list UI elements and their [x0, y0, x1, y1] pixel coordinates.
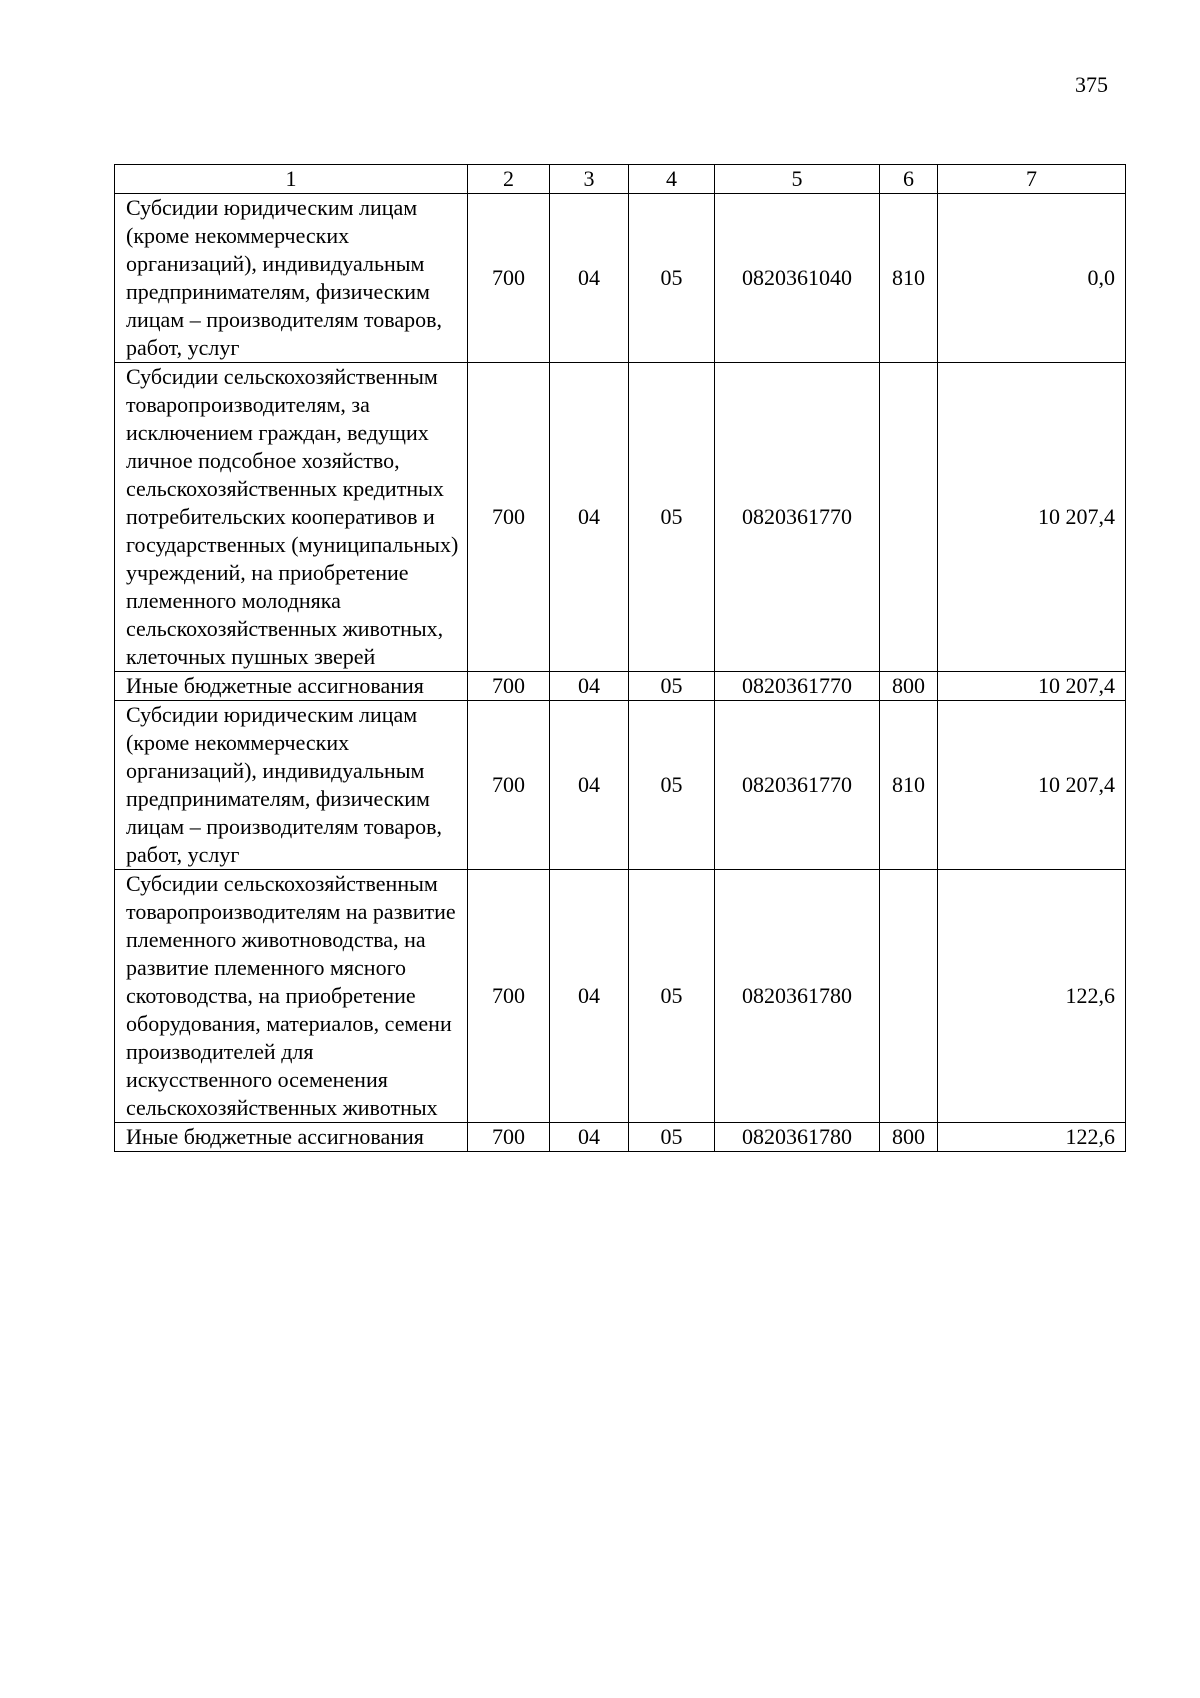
row-col-6	[880, 363, 938, 672]
row-col-3: 04	[550, 194, 629, 363]
table-row	[115, 363, 1126, 672]
row-col-6: 800	[880, 1123, 938, 1152]
row-col-4: 05	[629, 1123, 715, 1152]
row-col-5: 0820361770	[715, 672, 880, 701]
row-col-5: 0820361770	[715, 363, 880, 672]
row-col-6: 810	[880, 701, 938, 870]
row-name: Субсидии юридическим лицам (кроме некоммерческих организаций), индивидуальным предпринимателям, физическим лицам – производителям товаров, работ, услуг	[115, 194, 468, 363]
row-col-7: 10 207,4	[938, 363, 1126, 672]
row-col-3: 04	[550, 701, 629, 870]
row-col-5: 0820361780	[715, 870, 880, 1123]
row-col-6	[880, 870, 938, 1123]
row-name: Иные бюджетные ассигнования	[115, 672, 468, 701]
row-col-2: 700	[468, 672, 550, 701]
row-col-3: 04	[550, 363, 629, 672]
header-row	[115, 165, 1126, 194]
row-col-4: 05	[629, 363, 715, 672]
row-col-5: 0820361770	[715, 701, 880, 870]
row-col-7: 122,6	[938, 870, 1126, 1123]
row-col-4: 05	[629, 194, 715, 363]
row-col-3: 04	[550, 1123, 629, 1152]
row-name: Субсидии юридическим лицам (кроме некоммерческих организаций), индивидуальным предпринимателям, физическим лицам – производителям товаров, работ, услуг	[115, 701, 468, 870]
row-col-5: 0820361780	[715, 1123, 880, 1152]
column-header-2: 2	[468, 165, 550, 194]
table-row	[115, 870, 1126, 1123]
column-header-1: 1	[115, 165, 468, 194]
table-row	[115, 672, 1126, 701]
row-col-4: 05	[629, 870, 715, 1123]
column-header-7: 7	[938, 165, 1126, 194]
row-col-4: 05	[629, 701, 715, 870]
row-col-2: 700	[468, 1123, 550, 1152]
row-col-7: 0,0	[938, 194, 1126, 363]
row-col-7: 122,6	[938, 1123, 1126, 1152]
row-name: Субсидии сельскохозяйственным товаропроизводителям на развитие племенного животноводства, на развитие племенного мясного скотоводства, на приобретение оборудования, материалов, семени производителей для искусственного осеменения сельскохозяйственных животных	[115, 870, 468, 1123]
table-row	[115, 1123, 1126, 1152]
row-col-7: 10 207,4	[938, 701, 1126, 870]
row-name: Субсидии сельскохозяйственным товаропроизводителям, за исключением граждан, ведущих личное подсобное хозяйство, сельскохозяйственных кредитных потребительских кооперативов и государственных (муниципальных) учреждений, на приобретение племенного молодняка сельскохозяйственных животных, клеточных пушных зверей	[115, 363, 468, 672]
column-header-6: 6	[880, 165, 938, 194]
row-col-6: 810	[880, 194, 938, 363]
row-name: Иные бюджетные ассигнования	[115, 1123, 468, 1152]
column-header-3: 3	[550, 165, 629, 194]
row-col-7: 10 207,4	[938, 672, 1126, 701]
column-header-5: 5	[715, 165, 880, 194]
row-col-6: 800	[880, 672, 938, 701]
page-number: 375	[1075, 72, 1108, 97]
row-col-2: 700	[468, 701, 550, 870]
column-header-4: 4	[629, 165, 715, 194]
row-col-3: 04	[550, 672, 629, 701]
row-col-2: 700	[468, 870, 550, 1123]
row-col-2: 700	[468, 363, 550, 672]
row-col-3: 04	[550, 870, 629, 1123]
row-col-2: 700	[468, 194, 550, 363]
row-col-5: 0820361040	[715, 194, 880, 363]
row-col-4: 05	[629, 672, 715, 701]
budget-table	[114, 164, 1126, 1152]
table-row	[115, 701, 1126, 870]
table-row	[115, 194, 1126, 363]
